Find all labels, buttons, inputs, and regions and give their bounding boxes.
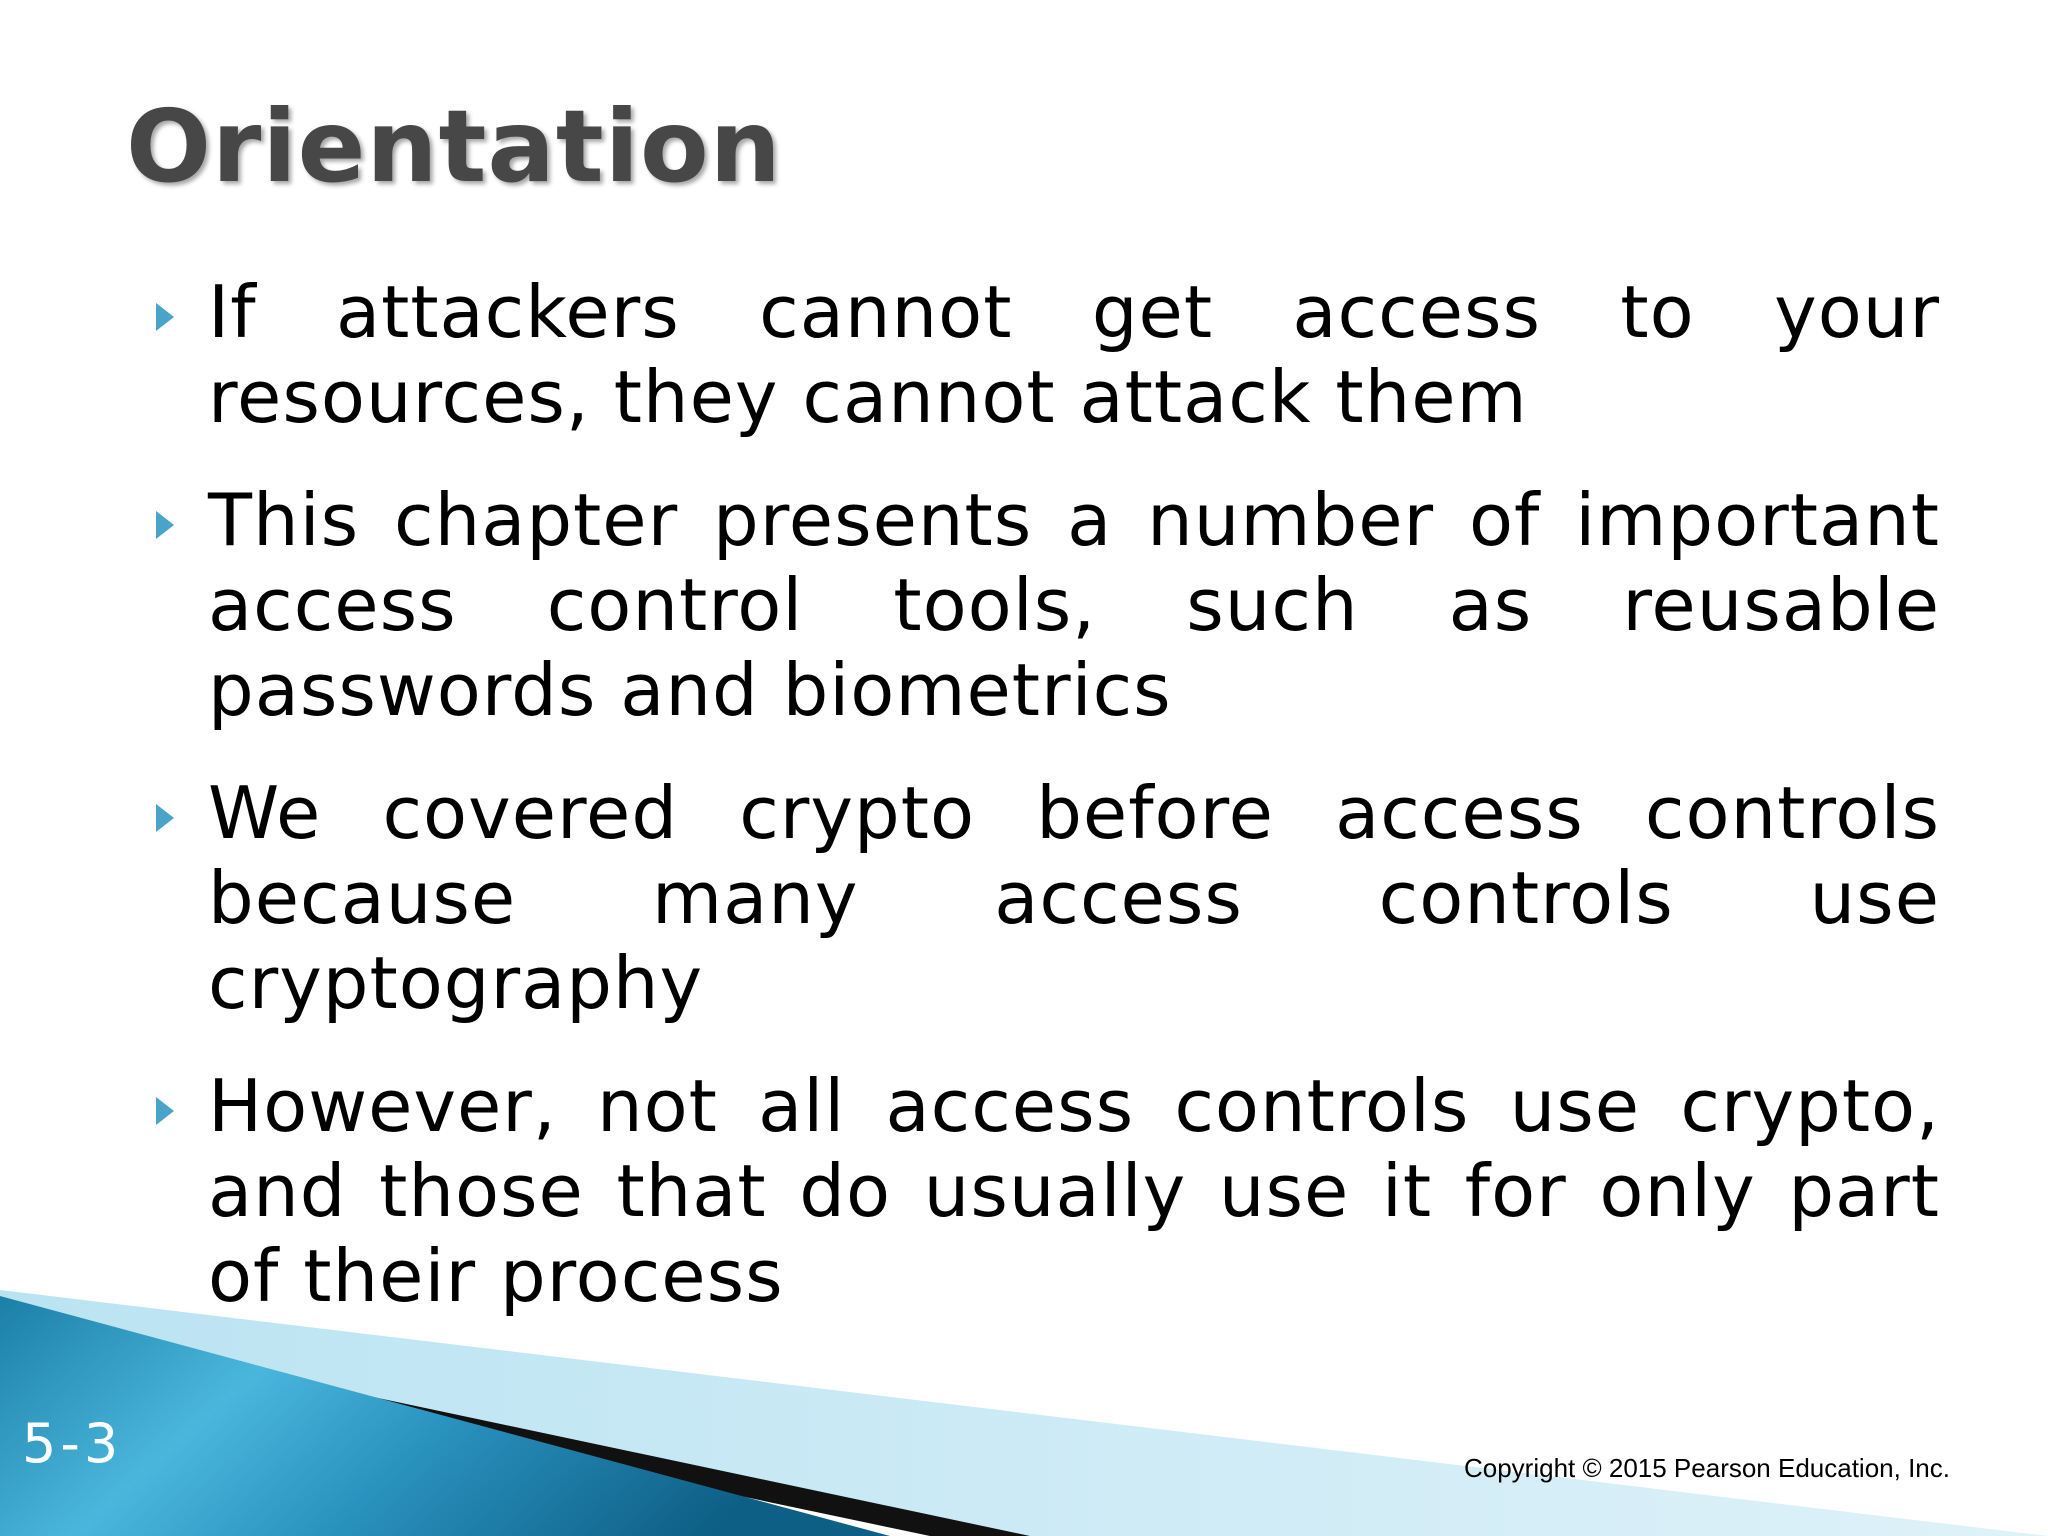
bullet-list bbox=[150, 270, 1940, 1357]
bullet-text: If attackers cannot get access to your resources, they cannot attack them bbox=[208, 270, 1940, 439]
bullet-text: This chapter presents a number of important access control tools, such as reusable passwords and biometrics bbox=[208, 478, 1940, 732]
triangle-right-icon bbox=[150, 771, 208, 855]
bullet-item bbox=[150, 1064, 1940, 1319]
triangle-right-icon bbox=[150, 1064, 208, 1148]
page-number: 5-3 bbox=[22, 1412, 123, 1475]
triangle-right-icon bbox=[150, 270, 208, 354]
slide-title: Orientation bbox=[126, 88, 782, 205]
bullet-item bbox=[150, 771, 1940, 1026]
bullet-text: However, not all access controls use crypto, and those that do usually use it for only part of their process bbox=[208, 1064, 1940, 1318]
bullet-item bbox=[150, 270, 1940, 440]
triangle-right-icon bbox=[150, 478, 208, 562]
bullet-item bbox=[150, 478, 1940, 733]
copyright-notice: Copyright © 2015 Pearson Education, Inc. bbox=[1463, 1453, 1950, 1483]
bullet-text: We covered crypto before access controls because many access controls use cryptography bbox=[208, 771, 1940, 1025]
